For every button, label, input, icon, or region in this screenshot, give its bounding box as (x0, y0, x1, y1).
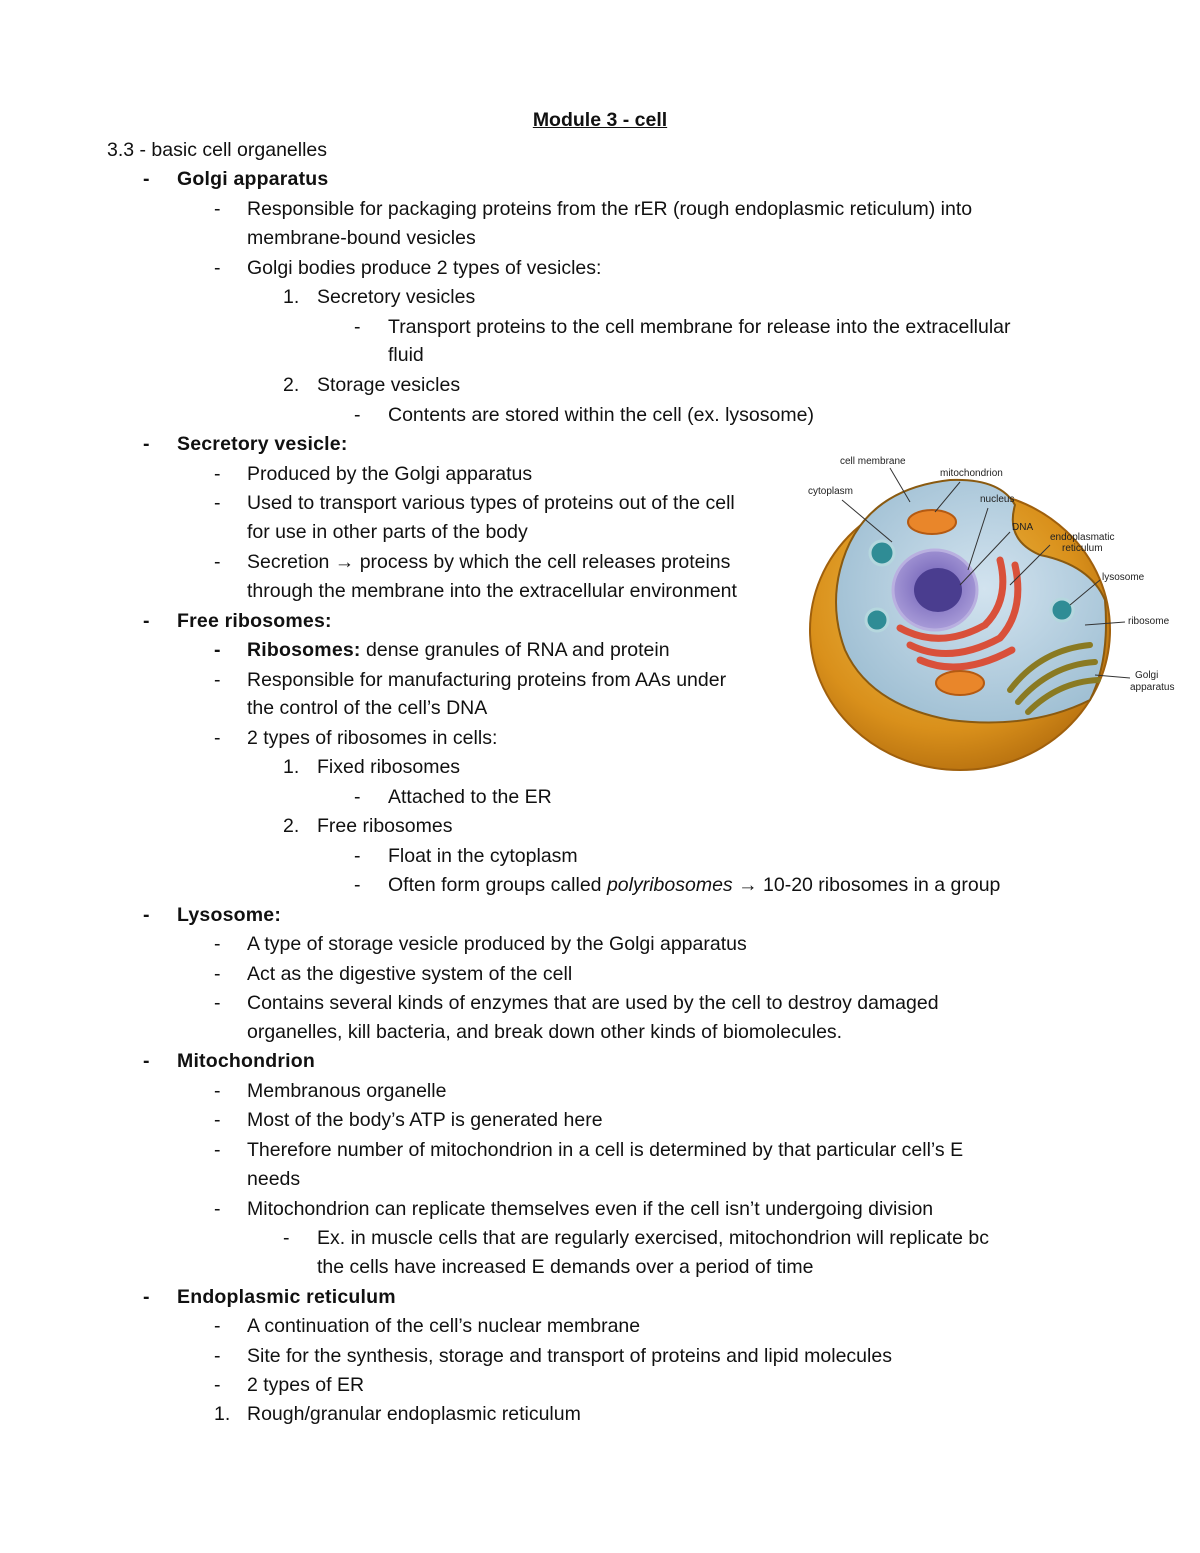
sub-dash: - (214, 992, 221, 1014)
bullet-dash: - (143, 168, 150, 190)
sub-dash: - (214, 1139, 221, 1161)
golgi-item-2: Storage vesicles (317, 374, 461, 396)
secretory-bullet-3a: Secretion → process by which the cell releases proteins (247, 551, 731, 573)
er-heading: Endoplasmic reticulum (177, 1286, 396, 1308)
animal-cell-diagram (800, 450, 1185, 780)
mito-bullet-4-detail-b: the cells have increased E demands over a period of time (317, 1256, 814, 1278)
sub-dash: - (214, 1315, 221, 1337)
page-title: Module 3 - cell (532, 109, 668, 131)
ribosomes-definition (247, 638, 670, 662)
sub-dash: - (214, 492, 221, 514)
lysosome-bullet-1: A type of storage vesicle produced by the Golgi apparatus (247, 933, 747, 955)
secretory-heading: Secretory vesicle: (177, 433, 348, 455)
polyribosomes-term: polyribosomes (606, 874, 733, 896)
ribosomes-bullet-2b: the control of the cell’s DNA (247, 697, 488, 719)
sub-dash: - (214, 727, 221, 749)
bullet-dash: - (143, 610, 150, 632)
golgi-bullet-1a: Responsible for packaging proteins from the rER (rough endoplasmic reticulum) into (247, 198, 973, 220)
golgi-bullet-1b: membrane-bound vesicles (247, 227, 476, 249)
lysosome-bullet-3a: Contains several kinds of enzymes that are used by the cell to destroy damaged (247, 992, 939, 1014)
label-er-2: reticulum (1062, 543, 1103, 554)
lysosome (870, 541, 894, 565)
label-golgi-2: apparatus (1130, 682, 1175, 693)
golgi-item-1-detail-a: Transport proteins to the cell membrane for release into the extracellular (388, 316, 1011, 338)
sub-dash: - (354, 874, 361, 896)
label-ribosome: ribosome (1128, 616, 1170, 627)
label-cell-membrane: cell membrane (840, 456, 906, 467)
golgi-bullet-2: Golgi bodies produce 2 types of vesicles: (247, 257, 602, 279)
sub-dash: - (283, 1227, 290, 1249)
bullet-dash: - (143, 904, 150, 926)
er-bullet-1: A continuation of the cell’s nuclear membrane (247, 1315, 641, 1337)
bullet-dash: - (143, 433, 150, 455)
mito-bullet-4-detail-a: Ex. in muscle cells that are regularly exercised, mitochondrion will replicate bc (317, 1227, 989, 1249)
mito-bullet-3a: Therefore number of mitochondrion in a cell is determined by that particular cell’s E (247, 1139, 964, 1161)
list-number: 1. (283, 286, 300, 308)
er-bullet-2: Site for the synthesis, storage and transport of proteins and lipid molecules (247, 1345, 892, 1367)
label-mitochondrion: mitochondrion (940, 468, 1003, 479)
nucleolus (914, 568, 962, 612)
sub-dash: - (354, 404, 361, 426)
label-cytoplasm: cytoplasm (808, 486, 854, 497)
sub-dash: - (214, 198, 221, 220)
golgi-item-2-detail: Contents are stored within the cell (ex. lysosome) (388, 404, 814, 426)
label-er-1: endoplasmatic (1050, 532, 1115, 543)
label-lysosome: lysosome (1102, 572, 1145, 583)
ribosomes-bullet-2a: Responsible for manufacturing proteins from AAs under (247, 669, 727, 691)
ribosomes-item-2: Free ribosomes (317, 815, 453, 837)
lysosome-bullet-2: Act as the digestive system of the cell (247, 963, 573, 985)
detail-text: Often form groups called (388, 874, 607, 896)
secretory-bullet-3b: through the membrane into the extracellular environment (247, 580, 737, 602)
sub-dash: - (214, 963, 221, 985)
er-bullet-3: 2 types of ER (247, 1374, 365, 1396)
secretory-bullet-2b: for use in other parts of the body (247, 521, 528, 543)
mito-heading: Mitochondrion (177, 1050, 315, 1072)
secretory-bullet-2a: Used to transport various types of proteins out of the cell (247, 492, 735, 514)
sub-dash: - (214, 639, 221, 661)
lysosome (866, 609, 888, 631)
sub-dash: - (214, 1109, 221, 1131)
bullet-dash: - (143, 1286, 150, 1308)
sub-dash: - (214, 933, 221, 955)
mito-bullet-1: Membranous organelle (247, 1080, 447, 1102)
ribosomes-term: Ribosomes: (247, 639, 361, 661)
secretory-bullet-1: Produced by the Golgi apparatus (247, 463, 533, 485)
lysosome (1051, 599, 1073, 621)
sub-dash: - (214, 669, 221, 691)
list-number: 1. (214, 1403, 231, 1425)
mito-bullet-3b: needs (247, 1168, 301, 1190)
ribosomes-item-1-detail: Attached to the ER (388, 786, 552, 808)
section-heading: 3.3 - basic cell organelles (107, 139, 328, 161)
sub-dash: - (214, 463, 221, 485)
sub-dash: - (214, 1374, 221, 1396)
list-number: 1. (283, 756, 300, 778)
ribosomes-heading: Free ribosomes: (177, 610, 332, 632)
bullet-dash: - (143, 1050, 150, 1072)
sub-dash: - (214, 551, 221, 573)
sub-dash: - (214, 1345, 221, 1367)
ribosomes-item-1: Fixed ribosomes (317, 756, 461, 778)
mito-bullet-2: Most of the body’s ATP is generated here (247, 1109, 603, 1131)
label-golgi-1: Golgi (1135, 670, 1159, 681)
mitochondrion (908, 510, 956, 534)
list-number: 2. (283, 815, 300, 837)
label-nucleus: nucleus (980, 494, 1015, 505)
detail-text: → 10-20 ribosomes in a group (732, 874, 1001, 896)
sub-dash: - (214, 257, 221, 279)
sub-dash: - (214, 1198, 221, 1220)
label-dna: DNA (1012, 522, 1034, 533)
list-number: 2. (283, 374, 300, 396)
sub-dash: - (354, 786, 361, 808)
mitochondrion (936, 671, 984, 695)
mito-bullet-4: Mitochondrion can replicate themselves even if the cell isn’t undergoing division (247, 1198, 934, 1220)
sub-dash: - (354, 845, 361, 867)
ribosomes-item-2-detail-2 (388, 873, 1000, 897)
sub-dash: - (354, 316, 361, 338)
ribosomes-item-2-detail-1: Float in the cytoplasm (388, 845, 578, 867)
ribosomes-def-text: dense granules of RNA and protein (360, 639, 670, 661)
golgi-heading: Golgi apparatus (177, 168, 329, 190)
lysosome-bullet-3b: organelles, kill bacteria, and break down other kinds of biomolecules. (247, 1021, 843, 1043)
er-item-1: Rough/granular endoplasmic reticulum (247, 1403, 581, 1425)
lysosome-heading: Lysosome: (177, 904, 282, 926)
golgi-item-1-detail-b: fluid (388, 344, 424, 366)
golgi-item-1: Secretory vesicles (317, 286, 476, 308)
sub-dash: - (214, 1080, 221, 1102)
ribosomes-bullet-3: 2 types of ribosomes in cells: (247, 727, 498, 749)
